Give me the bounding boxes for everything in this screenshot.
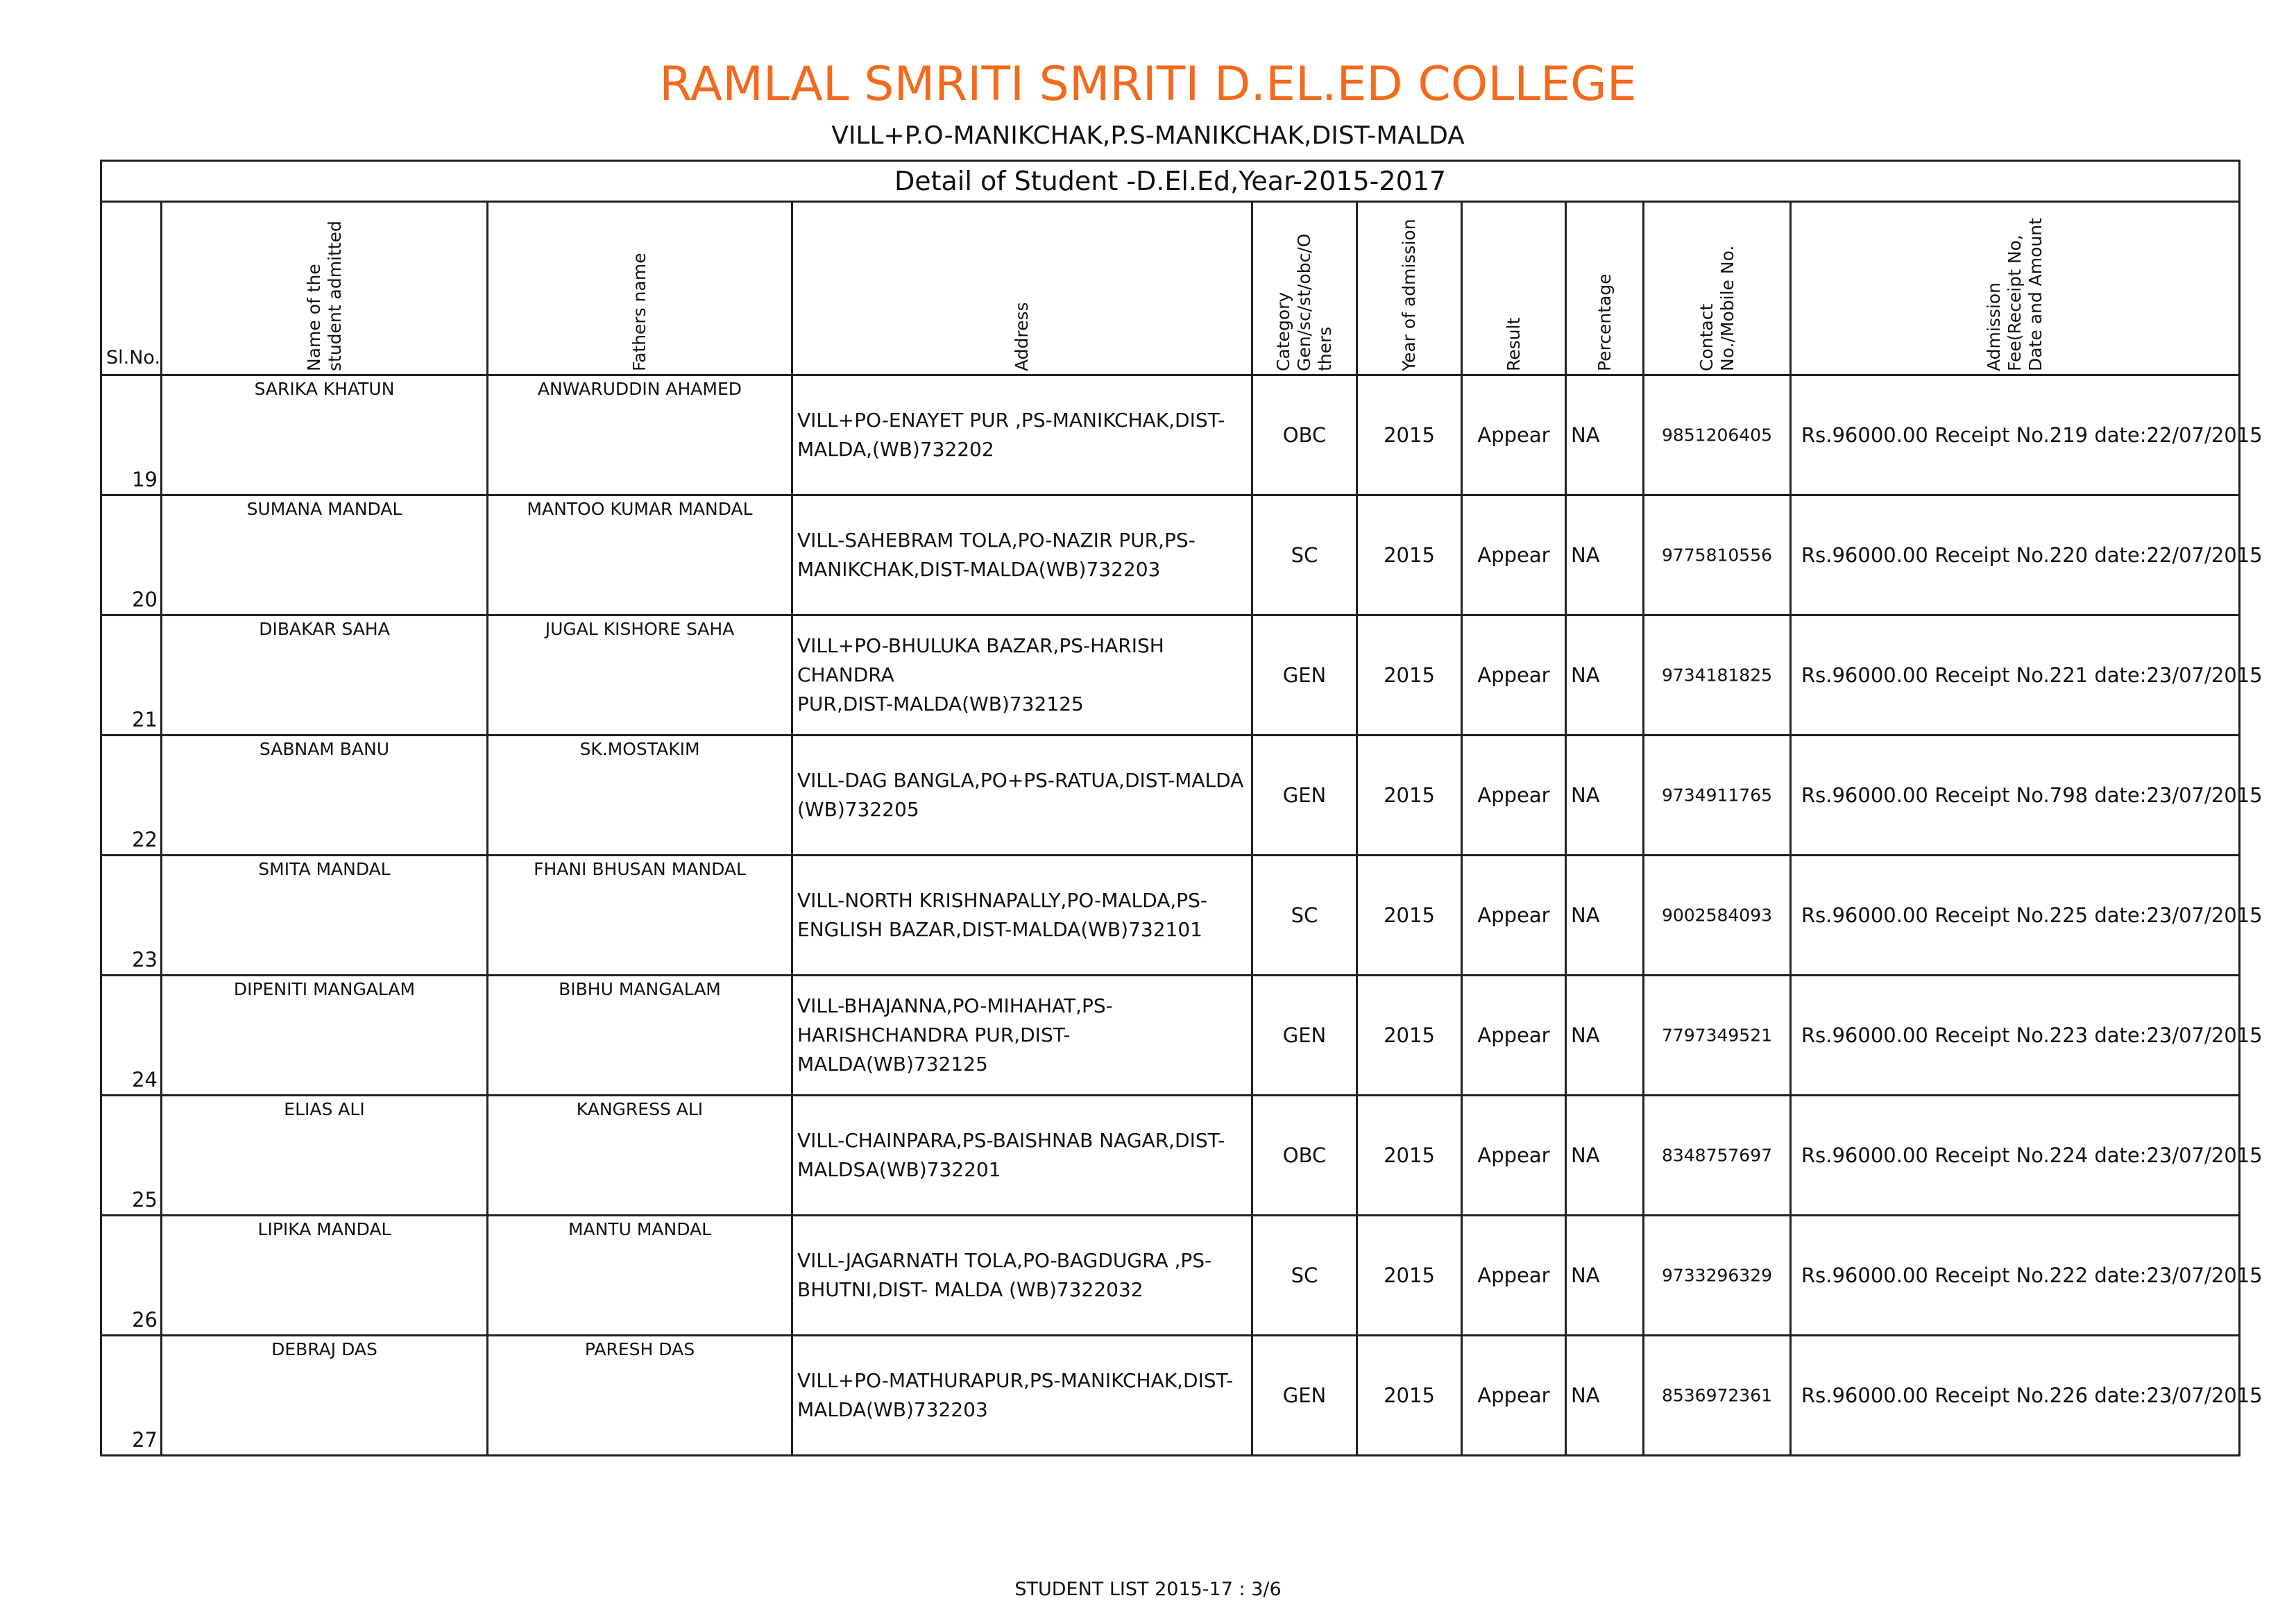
father-cell (488, 615, 792, 736)
result-value: Appear (1477, 663, 1550, 687)
header-fee-line-1: Admission (1984, 282, 2005, 371)
percentage-cell (1566, 1096, 1644, 1216)
address-cell (792, 856, 1252, 976)
table-row (101, 976, 2240, 1096)
address-cell (792, 375, 1252, 495)
header-father (488, 202, 792, 375)
student-name: DIBAKAR SAHA (259, 619, 390, 639)
category-cell (1252, 1336, 1357, 1456)
table-row (101, 495, 2240, 615)
address-line: MALDA(WB)732125 (797, 1053, 988, 1076)
father-name: BIBHU MANGALAM (559, 979, 721, 999)
contact-number: 9002584093 (1661, 905, 1773, 926)
admission-year: 2015 (1384, 903, 1435, 927)
header-result-line-1: Result (1503, 317, 1524, 371)
father-name: MANTU MANDAL (568, 1219, 712, 1239)
header-contact-label (1697, 246, 1738, 371)
admission-year: 2015 (1384, 663, 1435, 687)
header-address-line-1: Address (1012, 302, 1032, 371)
header-fee-label (1984, 218, 2046, 371)
fee-cell (1791, 615, 2263, 736)
percentage-value: NA (1571, 1384, 1600, 1407)
category-value: OBC (1282, 1144, 1327, 1167)
serial-number: 20 (132, 588, 158, 611)
address-line: PUR,DIST-MALDA(WB)732125 (797, 692, 1084, 715)
category-value: GEN (1282, 783, 1327, 807)
address-line: ENGLISH BAZAR,DIST-MALDA(WB)732101 (797, 918, 1202, 941)
table-row (101, 856, 2240, 976)
address-cell (792, 1216, 1252, 1336)
percentage-cell (1566, 736, 1644, 856)
serial-number: 27 (132, 1428, 158, 1452)
header-father-line-1: Fathers name (629, 253, 649, 371)
address-cell (792, 1096, 1252, 1216)
serial-number: 25 (132, 1188, 158, 1212)
header-category-line-3: thers (1315, 326, 1335, 371)
result-value: Appear (1477, 1384, 1550, 1407)
contact-cell (1644, 375, 1791, 495)
fee-cell (1791, 976, 2263, 1096)
result-cell (1462, 856, 1566, 976)
percentage-value: NA (1571, 1264, 1600, 1287)
percentage-value: NA (1571, 903, 1600, 927)
address-line: MALDSA(WB)732201 (797, 1158, 1001, 1181)
category-cell (1252, 1216, 1357, 1336)
percentage-value: NA (1571, 1023, 1600, 1047)
column-header-row (101, 202, 2240, 375)
table-row (101, 615, 2240, 736)
father-name: MANTOO KUMAR MANDAL (527, 499, 753, 519)
category-cell (1252, 615, 1357, 736)
student-address (797, 1246, 1248, 1305)
student-name: LIPIKA MANDAL (257, 1219, 391, 1239)
category-cell (1252, 495, 1357, 615)
header-name (162, 202, 488, 375)
serial-number: 21 (132, 708, 158, 731)
header-name-label (304, 221, 346, 371)
address-line: VILL+PO-MATHURAPUR,PS-MANIKCHAK,DIST- (797, 1369, 1234, 1392)
category-cell (1252, 1096, 1357, 1216)
address-line: MALDA,(WB)732202 (797, 438, 994, 461)
contact-cell (1644, 1336, 1791, 1456)
year-cell (1357, 1096, 1462, 1216)
category-cell (1252, 856, 1357, 976)
header-percentage (1566, 202, 1644, 375)
category-cell (1252, 375, 1357, 495)
father-name: FHANI BHUSAN MANDAL (534, 859, 746, 879)
address-cell (792, 1336, 1252, 1456)
address-line: MANIKCHAK,DIST-MALDA(WB)732203 (797, 558, 1161, 581)
admission-fee: Rs.96000.00 Receipt No.226 date:23/07/2015 (1801, 1384, 2263, 1407)
address-line: BHUTNI,DIST- MALDA (WB)7322032 (797, 1278, 1143, 1301)
header-sl-label: Sl.No. (106, 347, 161, 368)
result-cell (1462, 1216, 1566, 1336)
father-cell (488, 976, 792, 1096)
student-name: SABNAM BANU (259, 739, 390, 759)
percentage-value: NA (1571, 543, 1600, 567)
category-value: OBC (1282, 423, 1327, 447)
sl-cell (101, 856, 162, 976)
address-cell (792, 976, 1252, 1096)
header-fee-line-2: Fee(Receipt No, (2005, 235, 2025, 371)
admission-fee: Rs.96000.00 Receipt No.222 date:23/07/2015 (1801, 1264, 2263, 1287)
address-line: VILL-DAG BANGLA,PO+PS-RATUA,DIST-MALDA (797, 769, 1244, 792)
header-category-label (1273, 234, 1336, 371)
address-line: VILL-SAHEBRAM TOLA,PO-NAZIR PUR,PS- (797, 529, 1196, 552)
contact-cell (1644, 856, 1791, 976)
contact-number: 9733296329 (1661, 1265, 1773, 1286)
header-year (1357, 202, 1462, 375)
admission-fee: Rs.96000.00 Receipt No.223 date:23/07/2015 (1801, 1023, 2263, 1047)
admission-year: 2015 (1384, 1023, 1435, 1047)
table-row (101, 1336, 2240, 1456)
serial-number: 26 (132, 1308, 158, 1332)
fee-cell (1791, 495, 2263, 615)
admission-year: 2015 (1384, 1264, 1435, 1287)
page-footer: STUDENT LIST 2015-17 : 3/6 (1014, 1579, 1282, 1600)
fee-cell (1791, 375, 2263, 495)
result-cell (1462, 1096, 1566, 1216)
header-category (1252, 202, 1357, 375)
contact-number: 7797349521 (1661, 1025, 1773, 1046)
admission-fee: Rs.96000.00 Receipt No.221 date:23/07/2015 (1801, 663, 2263, 687)
result-value: Appear (1477, 1264, 1550, 1287)
category-value: SC (1291, 903, 1318, 927)
student-address (797, 766, 1248, 824)
header-category-line-1: Category (1273, 291, 1293, 371)
category-cell (1252, 976, 1357, 1096)
category-value: GEN (1282, 1384, 1327, 1407)
result-cell (1462, 495, 1566, 615)
year-cell (1357, 856, 1462, 976)
father-name: JUGAL KISHORE SAHA (545, 619, 735, 639)
student-name: SMITA MANDAL (258, 859, 391, 879)
contact-cell (1644, 1096, 1791, 1216)
name-cell (162, 1336, 488, 1456)
father-cell (488, 495, 792, 615)
admission-year: 2015 (1384, 1144, 1435, 1167)
result-cell (1462, 375, 1566, 495)
address-line: MALDA(WB)732203 (797, 1398, 988, 1421)
result-cell (1462, 976, 1566, 1096)
address-line: VILL-NORTH KRISHNAPALLY,PO-MALDA,PS- (797, 889, 1208, 912)
student-address (797, 631, 1248, 719)
percentage-cell (1566, 976, 1644, 1096)
fee-cell (1791, 1336, 2263, 1456)
father-cell (488, 1336, 792, 1456)
father-cell (488, 736, 792, 856)
admission-year: 2015 (1384, 423, 1435, 447)
header-percentage-line-1: Percentage (1594, 273, 1615, 371)
student-name: DIPENITI MANGALAM (233, 979, 416, 999)
student-address (797, 1366, 1248, 1425)
table-row (101, 736, 2240, 856)
admission-fee: Rs.96000.00 Receipt No.225 date:23/07/2015 (1801, 903, 2263, 927)
student-name: DEBRAJ DAS (271, 1339, 377, 1359)
contact-cell (1644, 495, 1791, 615)
year-cell (1357, 976, 1462, 1096)
header-contact (1644, 202, 1791, 375)
admission-year: 2015 (1384, 543, 1435, 567)
student-name: ELIAS ALI (284, 1099, 365, 1119)
serial-number: 22 (132, 828, 158, 851)
father-name: SK.MOSTAKIM (579, 739, 700, 759)
student-address (797, 886, 1248, 944)
result-cell (1462, 736, 1566, 856)
header-year-line-1: Year of admission (1399, 219, 1419, 371)
father-cell (488, 375, 792, 495)
student-name: SARIKA KHATUN (254, 379, 395, 399)
table-row (101, 1096, 2240, 1216)
admission-fee: Rs.96000.00 Receipt No.220 date:22/07/2015 (1801, 543, 2263, 567)
header-fee-line-3: Date and Amount (2025, 218, 2046, 371)
father-name: PARESH DAS (584, 1339, 695, 1359)
address-line: VILL+PO-ENAYET PUR ,PS-MANIKCHAK,DIST- (797, 409, 1225, 432)
name-cell (162, 1096, 488, 1216)
address-line: VILL-CHAINPARA,PS-BAISHNAB NAGAR,DIST- (797, 1129, 1225, 1152)
student-address (797, 992, 1248, 1079)
sl-cell (101, 495, 162, 615)
admission-fee: Rs.96000.00 Receipt No.798 date:23/07/2015 (1801, 783, 2263, 807)
category-value: SC (1291, 543, 1318, 567)
name-cell (162, 615, 488, 736)
name-cell (162, 976, 488, 1096)
contact-number: 9734181825 (1661, 665, 1773, 686)
admission-fee: Rs.96000.00 Receipt No.224 date:23/07/2015 (1801, 1144, 2263, 1167)
contact-number: 9851206405 (1661, 425, 1773, 445)
header-address (792, 202, 1252, 375)
name-cell (162, 375, 488, 495)
contact-number: 9734911765 (1661, 785, 1773, 806)
admission-year: 2015 (1384, 1384, 1435, 1407)
contact-number: 8536972361 (1661, 1385, 1773, 1406)
contact-cell (1644, 1216, 1791, 1336)
college-title: RAMLAL SMRITI SMRITI D.EL.ED COLLEGE (659, 57, 1637, 112)
contact-cell (1644, 615, 1791, 736)
percentage-value: NA (1571, 423, 1600, 447)
sl-cell (101, 1216, 162, 1336)
serial-number: 19 (132, 468, 158, 491)
student-address (797, 406, 1248, 464)
student-address (797, 1126, 1248, 1184)
contact-cell (1644, 976, 1791, 1096)
student-table (100, 160, 2263, 1456)
address-line: VILL+PO-BHULUKA BAZAR,PS-HARISH CHANDRA (797, 634, 1164, 686)
header-percentage-label (1595, 273, 1615, 371)
percentage-cell (1566, 615, 1644, 736)
name-cell (162, 856, 488, 976)
header-address-label (1012, 302, 1032, 371)
table-caption: Detail of Student -D.El.Ed,Year-2015-2017 (101, 161, 2240, 202)
year-cell (1357, 1336, 1462, 1456)
contact-number: 8348757697 (1661, 1145, 1773, 1166)
result-cell (1462, 1336, 1566, 1456)
sl-cell (101, 615, 162, 736)
category-value: SC (1291, 1264, 1318, 1287)
father-name: KANGRESS ALI (576, 1099, 704, 1119)
address-cell (792, 495, 1252, 615)
father-cell (488, 1216, 792, 1336)
serial-number: 23 (132, 948, 158, 971)
sl-cell (101, 1336, 162, 1456)
year-cell (1357, 736, 1462, 856)
header-contact-line-1: Contact (1696, 303, 1717, 371)
name-cell (162, 495, 488, 615)
address-line: HARISHCHANDRA PUR,DIST- (797, 1023, 1071, 1046)
percentage-cell (1566, 495, 1644, 615)
header-name-line-2: student admitted (324, 221, 345, 371)
sl-cell (101, 375, 162, 495)
result-value: Appear (1477, 543, 1550, 567)
percentage-cell (1566, 1216, 1644, 1336)
address-cell (792, 736, 1252, 856)
category-cell (1252, 736, 1357, 856)
percentage-value: NA (1571, 1144, 1600, 1167)
fee-cell (1791, 1096, 2263, 1216)
contact-cell (1644, 736, 1791, 856)
fee-cell (1791, 856, 2263, 976)
fee-cell (1791, 1216, 2263, 1336)
header-contact-line-2: No./Mobile No. (1717, 245, 1737, 371)
fee-cell (1791, 736, 2263, 856)
category-value: GEN (1282, 663, 1327, 687)
table-row (101, 375, 2240, 495)
result-value: Appear (1477, 783, 1550, 807)
sl-cell (101, 976, 162, 1096)
year-cell (1357, 615, 1462, 736)
header-category-line-2: Gen/sc/st/obc/O (1294, 233, 1314, 371)
contact-number: 9775810556 (1661, 545, 1773, 566)
percentage-cell (1566, 375, 1644, 495)
percentage-cell (1566, 1336, 1644, 1456)
address-line: (WB)732205 (797, 798, 919, 821)
student-name: SUMANA MANDAL (246, 499, 402, 519)
result-cell (1462, 615, 1566, 736)
address-line: VILL-JAGARNATH TOLA,PO-BAGDUGRA ,PS- (797, 1249, 1212, 1272)
name-cell (162, 736, 488, 856)
header-father-label (629, 253, 650, 371)
student-address (797, 526, 1248, 584)
table-row (101, 1216, 2240, 1336)
result-value: Appear (1477, 423, 1550, 447)
admission-fee: Rs.96000.00 Receipt No.219 date:22/07/2015 (1801, 423, 2263, 447)
header-name-line-1: Name of the (303, 264, 324, 371)
result-value: Appear (1477, 1023, 1550, 1047)
year-cell (1357, 1216, 1462, 1336)
header-sl (101, 202, 162, 375)
header-fee (1791, 202, 2240, 375)
header-year-label (1399, 219, 1420, 371)
address-cell (792, 615, 1252, 736)
sl-cell (101, 736, 162, 856)
result-value: Appear (1477, 903, 1550, 927)
category-value: GEN (1282, 1023, 1327, 1047)
name-cell (162, 1216, 488, 1336)
year-cell (1357, 495, 1462, 615)
percentage-value: NA (1571, 783, 1600, 807)
percentage-value: NA (1571, 663, 1600, 687)
percentage-cell (1566, 856, 1644, 976)
father-name: ANWARUDDIN AHAMED (537, 379, 742, 399)
result-value: Appear (1477, 1144, 1550, 1167)
father-cell (488, 856, 792, 976)
father-cell (488, 1096, 792, 1216)
serial-number: 24 (132, 1068, 158, 1091)
header-result-label (1504, 318, 1524, 371)
address-line: VILL-BHAJANNA,PO-MIHAHAT,PS- (797, 994, 1113, 1017)
sl-cell (101, 1096, 162, 1216)
header-result (1462, 202, 1566, 375)
college-address: VILL+P.O-MANIKCHAK,P.S-MANIKCHAK,DIST-MALDA (831, 121, 1465, 150)
year-cell (1357, 375, 1462, 495)
admission-year: 2015 (1384, 783, 1435, 807)
